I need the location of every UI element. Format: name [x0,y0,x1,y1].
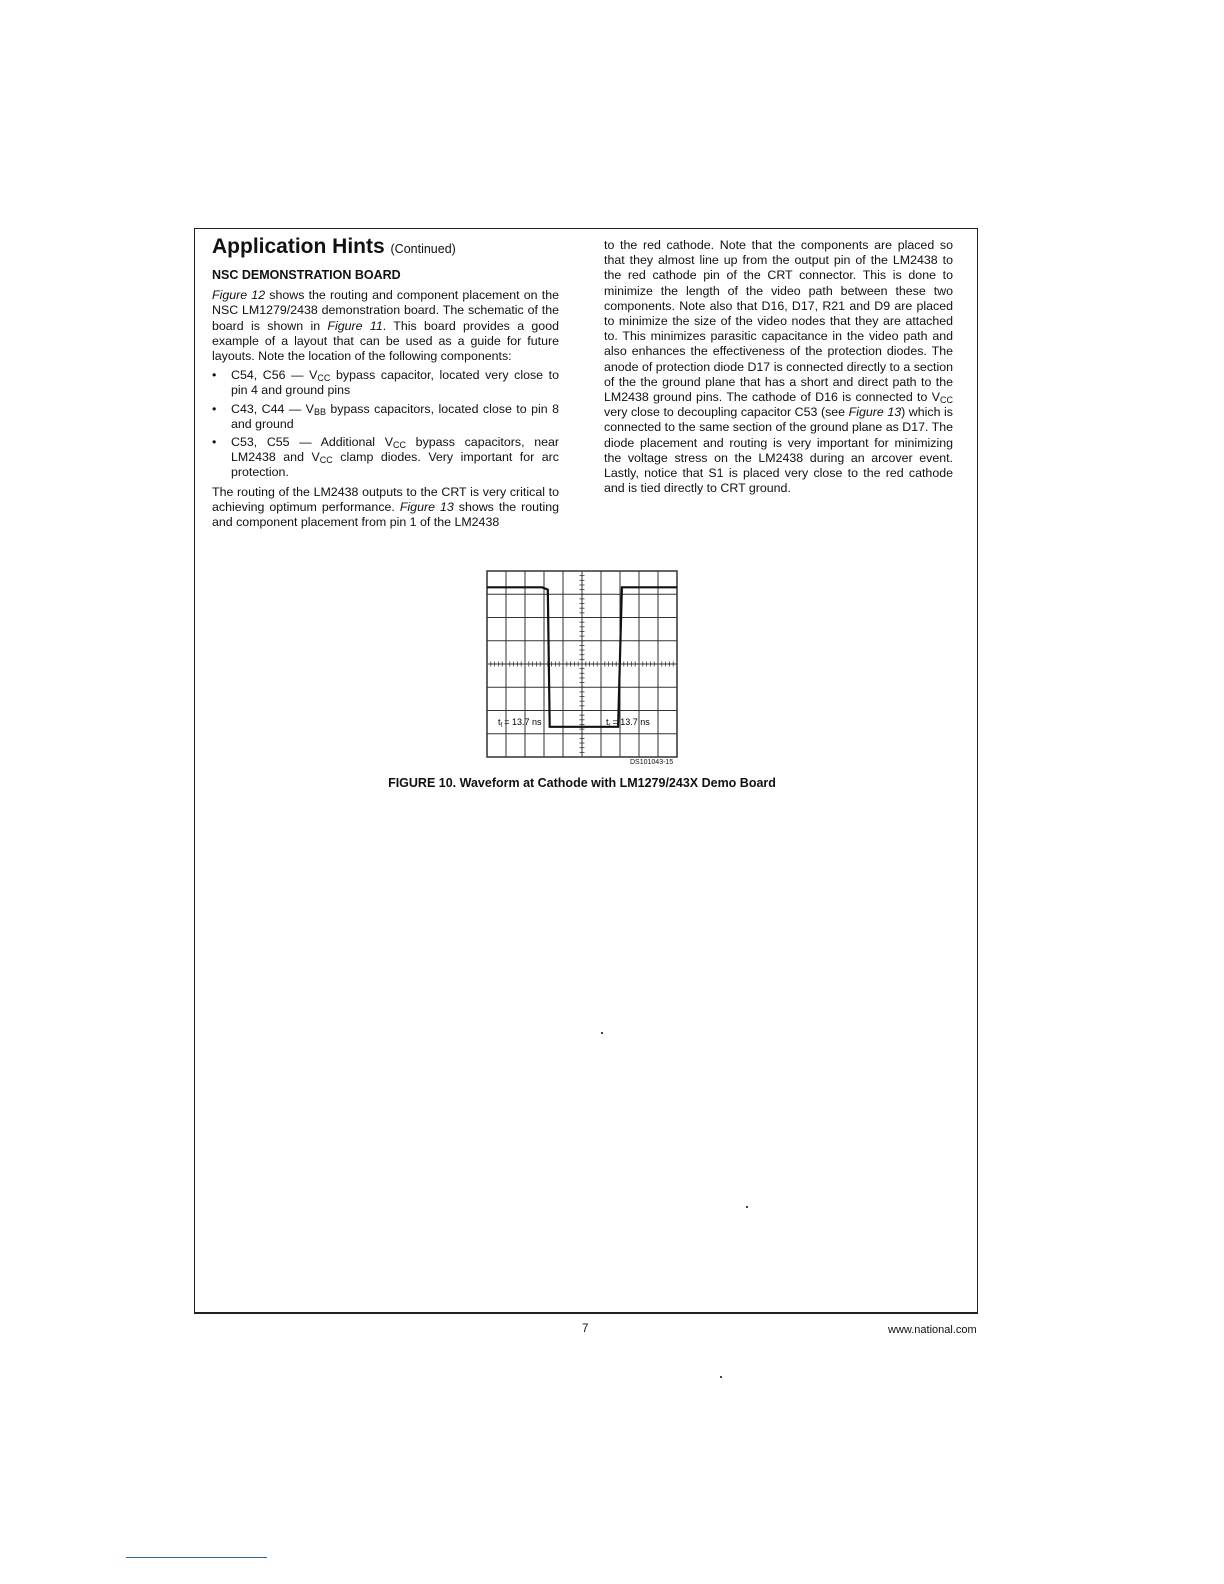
figure-ref: Figure 13 [399,499,454,514]
page-number: 7 [582,1323,589,1335]
section-title: NSC DEMONSTRATION BOARD [212,268,401,282]
item-text: bypass capacitors, near LM2438 and V [231,435,559,465]
speck [720,1376,722,1378]
right-column [604,238,953,500]
intro-text-2: . This board provides a good example of a layout that can be used as a guide for future layouts. Note the location of the following components: [212,318,559,364]
para-text-2: very close to decoupling capacitor C53 (see [604,405,849,420]
routing-text-2: shows the routing and component placement from pin 1 of the LM2438 [212,499,559,530]
routing-text-1: The routing of the LM2438 outputs to the CRT is very critical to achieving optimum performance. [212,484,559,514]
bullet-icon: • [212,368,217,383]
list-item [212,435,559,481]
footer-url[interactable]: www.national.com [888,1324,977,1336]
speck [746,1206,748,1208]
figure-caption: FIGURE 10. Waveform at Cathode with LM1279/243X Demo Board [388,776,776,790]
item-text: clamp diodes. Very important for arc protection. [231,450,559,480]
bullet-icon: • [212,435,217,450]
figure-code: DS101043-15 [630,759,674,766]
bullet-icon: • [212,401,217,416]
continued-paragraph [604,238,953,496]
waveform-chart [486,570,678,758]
item-text: bypass capacitor, located very close to pin 4 and ground pins [231,368,559,398]
routing-paragraph [212,485,559,531]
item-text: C53, C55 — Additional V [231,435,393,450]
page-heading [212,234,559,262]
intro-paragraph [212,288,559,364]
item-subscript: BB [313,406,326,417]
item-text: bypass capacitors, located close to pin 8 and ground [231,401,559,431]
figure-ref: Figure 12 [212,288,266,303]
item-text: C54, C56 — V [231,368,318,383]
hyperlink-underline [126,1557,267,1558]
para-text-1: to the red cathode. Note that the components are placed so that they almost line up from the output pin of the LM2438 to the red cathode pin of the CRT connector. This is done to minimize the length of the video path between these two components. Note also that D16, D17, R21 and D9 are placed to minimize the size of the video nodes that they are attached to. This minimizes parasitic capacitance in the video path and also enhances the effectiveness of the protection diodes. The anode of protection diode D17 is connected directly to a section of the the ground plane that has a short and direct path to the LM2438 ground pins. The cathode of D16 is connected to V [604,238,953,405]
fall-time-label: $t_f = 13.7$ ns [498,717,542,729]
para-subscript: CC [940,395,953,406]
item-subscript: CC [317,373,331,384]
item-subscript: CC [393,440,406,451]
figure-ref: Figure 13 [848,405,902,420]
list-item [212,402,559,432]
list-item [212,368,559,398]
figure-ref: Figure 11 [327,318,383,333]
item-text: C43, C44 — V [231,401,314,416]
intro-text-1: shows the routing and component placement on the NSC LM1279/2438 demonstration board. The schematic of the board is shown in [212,288,559,333]
left-column [212,234,559,534]
item-subscript: CC [319,455,333,466]
rise-time-label: $t_r = 13.7$ ns [606,717,650,729]
heading-continued: (Continued) [390,242,456,256]
speck [601,1032,603,1034]
para-text-3: ) which is connected to the same section of the ground plane as D17. The diode placement and routing is very important for minimizing the voltage stress on the LM2438 during an arcover event. Lastly, notice that S1 is placed very close to the red cathode and is tied directly to CRT ground. [604,405,954,496]
heading-title: Application Hints [212,235,385,258]
component-list [212,368,559,480]
